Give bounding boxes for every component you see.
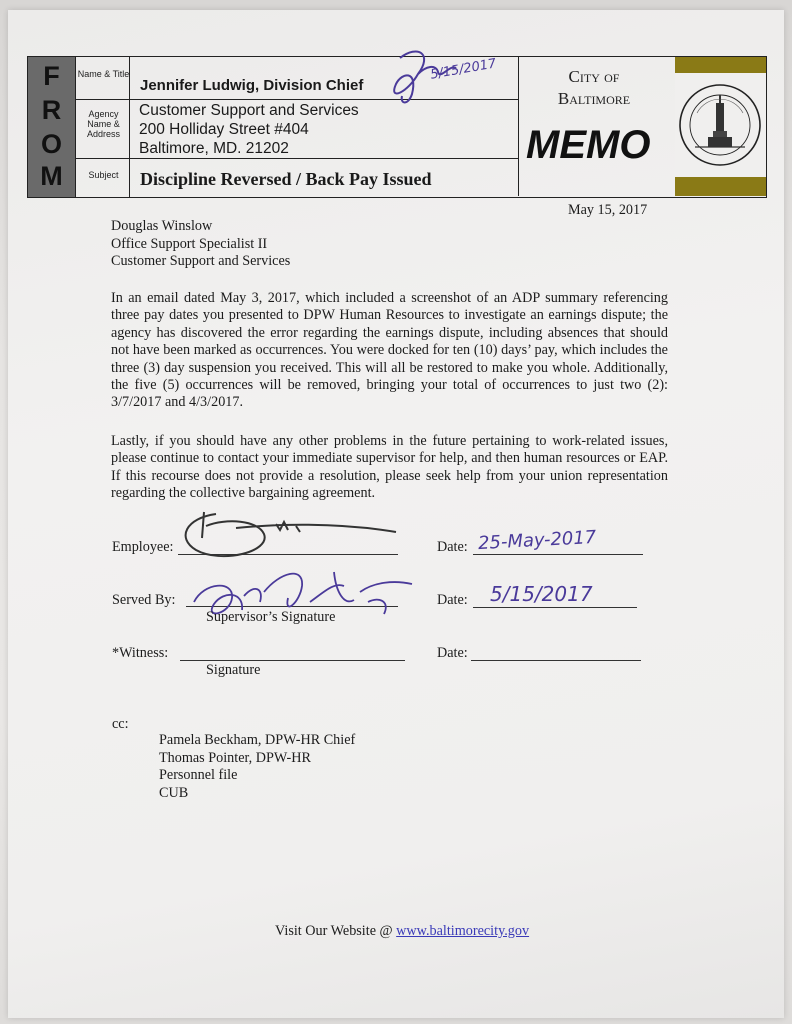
- employee-signature-icon: [176, 508, 406, 570]
- city-line-2: Baltimore: [557, 89, 631, 108]
- witness-signature-caption: Signature: [206, 662, 261, 678]
- supervisor-signature-caption: Supervisor’s Signature: [206, 609, 336, 625]
- served-by-label: Served By:: [112, 592, 176, 608]
- name-title-label: Name & Title: [77, 69, 130, 79]
- memo-subject: Discipline Reversed / Back Pay Issued: [140, 169, 432, 189]
- city-line-1: City of: [568, 67, 620, 86]
- memo-title: MEMO: [526, 123, 651, 167]
- body-paragraph: Lastly, if you should have any other problems in the future pertaining to work-related issues, please continue to contact your immediate supervisor for help, and then human resources or EAP. If this recourse does not provide a resolution, please seek help from your union representation regarding the collective bargaining agreement.: [111, 433, 668, 502]
- seal-band: [675, 57, 766, 196]
- witness-label: *Witness:: [112, 645, 169, 661]
- initials-date: 5/15/2017: [429, 56, 498, 83]
- witness-date-line: [471, 660, 641, 661]
- agency-label: Agency Name & Address: [86, 109, 121, 139]
- cc-item: Pamela Beckham, DPW-HR Chief: [159, 732, 356, 748]
- cc-item: CUB: [159, 784, 189, 801]
- from-letter: M: [40, 161, 63, 191]
- footer: [275, 923, 529, 941]
- cc-item: Personnel file: [159, 767, 238, 784]
- subject-label: Subject: [88, 170, 119, 180]
- from-column: [28, 57, 75, 197]
- cc-item: Thomas Pointer, DPW-HR: [159, 749, 311, 766]
- witness-date-label: Date:: [437, 645, 468, 661]
- from-letter: F: [43, 61, 60, 91]
- website-link[interactable]: www.baltimorecity.gov: [396, 923, 530, 939]
- employee-label: Employee:: [112, 539, 174, 555]
- agency-line: Baltimore, MD. 21202: [139, 140, 289, 157]
- footer-prefix: Visit Our Website @: [275, 923, 393, 939]
- employee-date-line: [473, 554, 643, 555]
- sender-name-title: Jennifer Ludwig, Division Chief: [140, 77, 364, 94]
- seal-background: [675, 73, 766, 177]
- employee-date-value: 25-May-2017: [477, 526, 597, 555]
- cc-list: [159, 732, 355, 802]
- recipient-department: Customer Support and Services: [111, 253, 291, 270]
- body-paragraph: In an email dated May 3, 2017, which included a screenshot of an ADP summary referencing three pay dates you presented to DPW Human Resources to investigate an earnings dispute; the agency has discovered the error regarding the earnings dispute, including absences that should not have been marked as occurrences. You were docked for ten (10) days’ pay, which includes the three (3) day suspension you received. This will all be restored to make you whole. Additionally, the five (5) occurrences will be removed, bringing your total of occurrences to just two (2): 3/7/2017 and 4/3/2017.: [111, 290, 668, 411]
- memo-date: May 15, 2017: [568, 202, 648, 218]
- label-column: [75, 57, 130, 197]
- served-date-label: Date:: [437, 592, 468, 608]
- sender-agency-address: [139, 101, 359, 158]
- city-seal-icon: [675, 73, 766, 177]
- cc-label: cc:: [112, 716, 129, 732]
- divider: [518, 57, 519, 196]
- divider: [75, 158, 518, 159]
- recipient-name: Douglas Winslow: [111, 218, 213, 234]
- served-date-value: 5/15/2017: [490, 582, 593, 606]
- from-letter: R: [41, 95, 62, 125]
- agency-line: Customer Support and Services: [139, 102, 359, 119]
- agency-line: 200 Holliday Street #404: [139, 121, 309, 138]
- witness-signature-line: [180, 660, 405, 661]
- recipient-title: Office Support Specialist II: [111, 235, 268, 252]
- employee-date-label: Date:: [437, 539, 468, 555]
- from-letter: O: [40, 129, 62, 159]
- recipient-block: [111, 218, 290, 271]
- served-date-line: [473, 607, 637, 608]
